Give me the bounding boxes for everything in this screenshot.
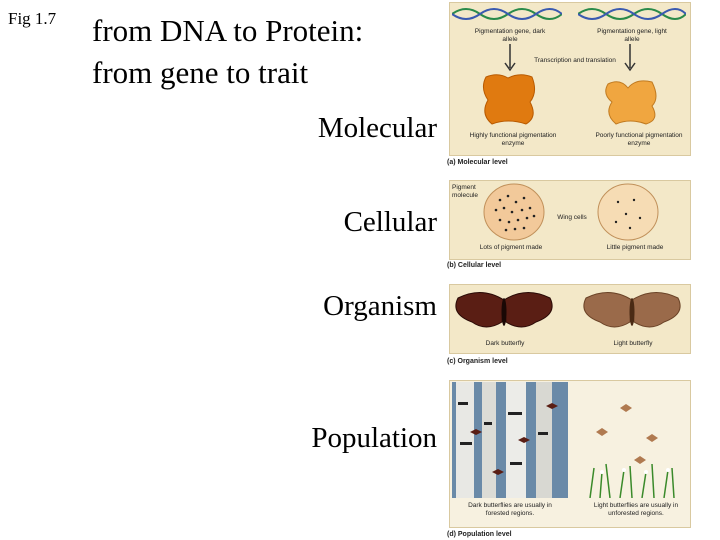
forested-label: Dark butterflies are usually in forested regions. <box>468 502 552 517</box>
meadow-scene <box>580 398 684 498</box>
level-cellular: Cellular <box>343 206 437 238</box>
light-butterfly-icon <box>580 288 684 338</box>
forest-scene <box>452 382 568 498</box>
gene-light-label: Pigmentation gene, light allele <box>597 28 667 43</box>
gene-dark-label: Pigmentation gene, dark allele <box>474 28 546 43</box>
dark-butterfly-icon <box>452 288 556 338</box>
caption-organism: (c) Organism level <box>447 358 508 365</box>
unforested-label: Light butterflies are usually in unforested regions. <box>593 502 679 517</box>
title-line-2: from gene to trait <box>92 55 309 90</box>
cell-light <box>596 182 660 242</box>
level-molecular: Molecular <box>317 112 437 144</box>
enzyme-poor-icon <box>602 76 662 126</box>
dark-butterfly-label: Dark butterfly <box>485 340 525 347</box>
caption-population: (d) Population level <box>447 531 512 538</box>
enzyme-poor-label: Poorly functional pigmentation enzyme <box>595 132 683 147</box>
lots-pigment-label: Lots of pigment made <box>479 244 543 251</box>
process-label: Transcription and translation <box>534 57 616 64</box>
wing-cells-label: Wing cells <box>557 214 587 221</box>
enzyme-high-icon <box>478 72 540 127</box>
dna-helix-light <box>578 4 686 24</box>
dna-helix-dark <box>452 4 562 24</box>
caption-cellular: (b) Cellular level <box>447 262 502 269</box>
cell-dark <box>482 182 546 242</box>
level-population: Population <box>311 422 437 454</box>
page-title <box>92 10 363 94</box>
light-butterfly-label: Light butterfly <box>613 340 653 347</box>
level-organism: Organism <box>323 290 437 322</box>
title-line-1: from DNA to Protein: <box>92 13 364 48</box>
caption-molecular: (a) Molecular level <box>447 159 508 166</box>
little-pigment-label: Little pigment made <box>606 244 664 251</box>
enzyme-high-label: Highly functional pigmentation enzyme <box>469 132 557 147</box>
pigment-label: Pigment molecule <box>452 184 479 199</box>
figure-label: Fig 1.7 <box>8 9 57 28</box>
